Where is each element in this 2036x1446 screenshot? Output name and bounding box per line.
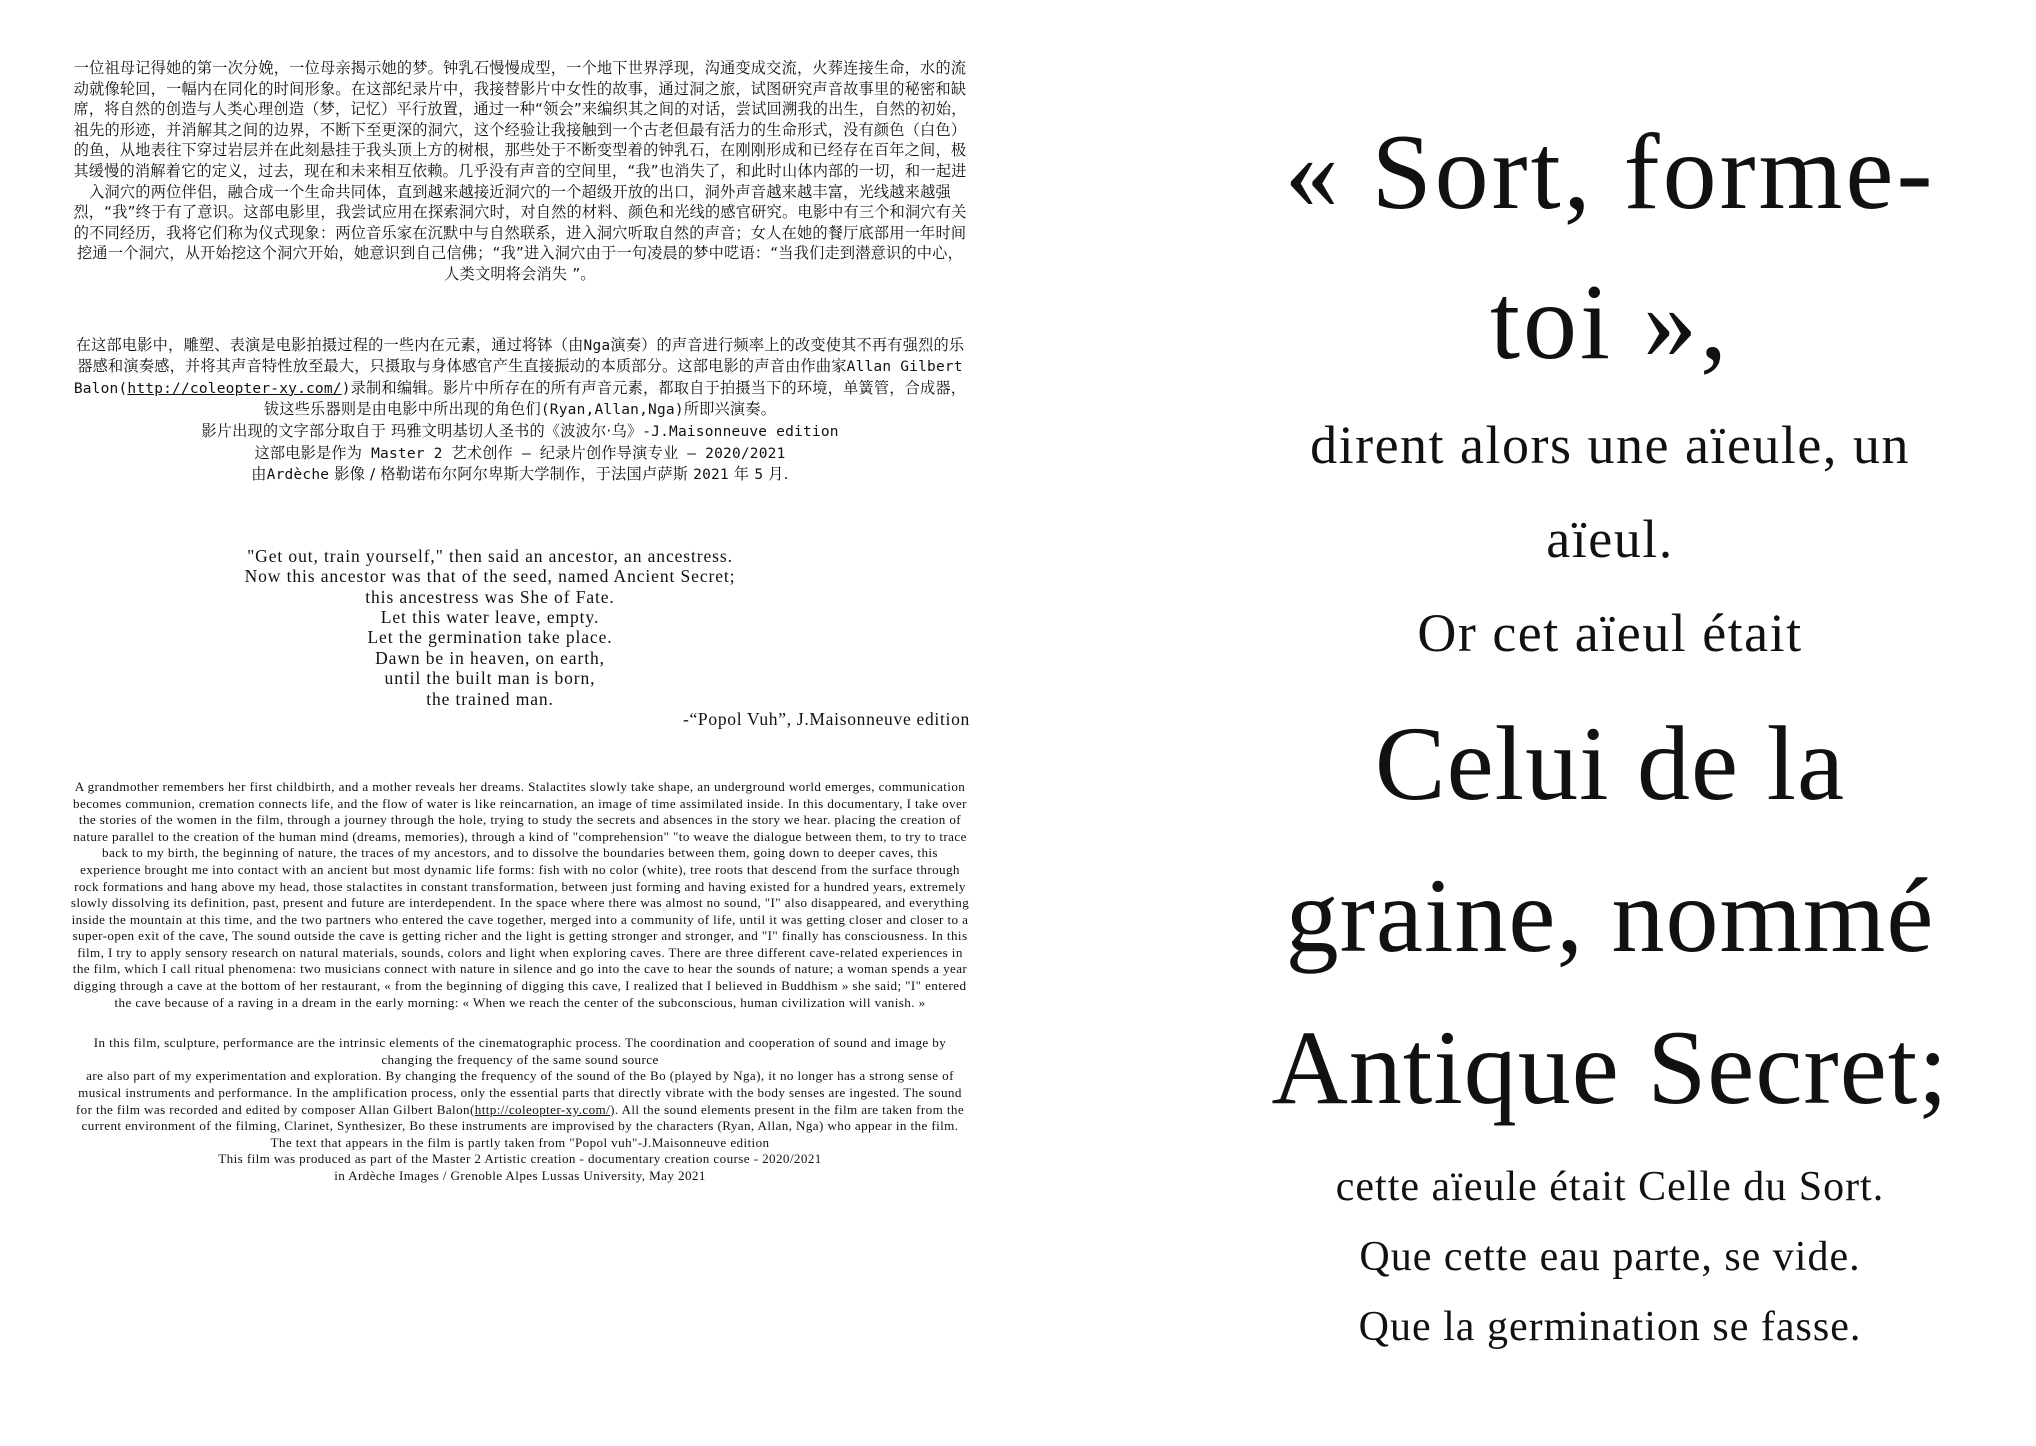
english-credits-p2: are also part of my experimentation and exploration. By changing the frequency of the sound of the Bo (played by Nga), it no longer has a strong sense of musical instruments and performance. In the amplification process, only the essential parts that directly vibrate with the body senses are ingested. The sound for the film was recorded and edited by composer Allan Gilbert Balon(http://coleopter-xy.com/). All the sound elements present in the film are taken from the current environment of the filming, Clarinet, Synthesizer, Bo these instruments are improvised by the characters (Ryan, Allan, Nga) who appear in the film. [75,1068,965,1134]
poem-line: Now this ancestor was that of the seed, named Ancient Secret; [244,566,736,587]
quote-line-6: Celui de la [1374,705,1846,822]
quote-line-1: « Sort, forme- [1284,113,1936,232]
english-credits-place: in Ardèche Images / Grenoble Alpes Lussas University, May 2021 [334,1168,706,1183]
quote-line-11: Que la germination se fasse. [1358,1304,1862,1350]
quote-line-9: cette aïeule était Celle du Sort. [1335,1164,1885,1210]
coleopter-link[interactable]: http://coleopter-xy.com/ [127,380,342,397]
quote-line-10: Que cette eau parte, se vide. [1359,1234,1861,1280]
coleopter-link-en[interactable]: http://coleopter-xy.com/ [474,1101,611,1117]
poem-line: Let this water leave, empty. [380,606,600,627]
chinese-credits-source-line: 影片出现的文字部分取自于 玛雅文明基切人圣书的《波波尔·乌》-J.Maisonneuve edition [201,421,839,440]
chinese-credits [70,335,970,486]
poem-line: the trained man. [426,688,554,709]
english-credits-text-source: The text that appears in the film is partly taken from "Popol vuh"-J.Maisonneuve edition [270,1134,770,1150]
quote-line-2: toi », [1489,263,1730,382]
quote-line-7: graine, nommé [1285,857,1935,974]
quote-line-4: aïeul. [1546,509,1674,569]
quote-line-8: Antique Secret; [1271,1009,1949,1126]
chinese-credits-paragraph: 在这部电影中，雕塑、表演是电影拍摄过程的一些内在元素，通过将钵（由Nga演奏）的声音进行频率上的改变使其不再有强烈的乐器感和演奏感，并将其声音特性放至最大，只摄取与身体感官产生直接振动的本质部分。这部电影的声音由作曲家Allan Gilbert Balon(http://coleopter-xy.com/)录制和编辑。影片中所存在的所有声音元素，都取自于拍摄当下的环境，单簧管，合成器，钹这些乐器则是由电影中所出现的角色们(Ryan,Allan,Nga)所即兴演奏。 [73,335,967,419]
english-credits-p1: In this film, sculpture, performance are the intrinsic elements of the cinematographic process. The coordination and cooperation of sound and image by changing the frequency of the same sound source [93,1035,947,1067]
poem-attribution: -“Popol Vuh”, J.Maisonneuve edition [682,708,970,729]
poem-line: Dawn be in heaven, on earth, [375,647,605,668]
poem-line: Let the germination take place. [367,627,613,648]
english-poem [70,546,970,709]
poem-line: this ancestress was She of Fate. [365,586,615,607]
quote-line-3: dirent alors une aïeule, un [1310,415,1910,475]
english-intro-paragraph: A grandmother remembers her first childbirth, and a mother reveals her dreams. Stalactites slowly take shape, an underground world emerges, communication becomes communion, cremation connects life, and the flow of water is like reincarnation, an image of time assimilated inside. In this documentary, I take over the stories of the women in the film, through a journey through the hole, trying to study the secrets and absences in the story we hear. placing the creation of nature parallel to the creation of the human mind (dreams, memories), through a kind of "comprehension" "to weave the dialogue between them, to try to trace back to my birth, the beginning of nature, the traces of my ancestors, and to dissolve the boundaries between them, going down to deeper caves, this experience brought me into contact with an ancient but most dynamic life forms: fish with no color (white), tree roots that descend from the surface through rock formations and hang above my head, those stalactites in constant transformation, between just forming and having existed for a hundred years, extremely slowly dissolving its definition, past, present and future are interdependent. In the space where there was almost no sound, "I" also disappeared, and everything inside the mountain at this time, and the two partners who entered the cave together, merged into a community of life, until it was getting closer and closer to a super-open exit of the cave, The sound outside the cave is getting richer and the light is getting stronger and stronger, and "I" finally has consciousness. In this film, I try to apply sensory research on natural materials, sounds, colors and light when exploring caves. There are three different cave-related experiences in the film, which I call ritual phenomena: two musicians connect with nature in silence and go into the cave to hear the sounds of nature; a woman spends a year digging through a cave at the bottom of her restaurant, « from the beginning of digging this cave, I realized that I believed in Buddhism » she said; "I" entered the cave because of a raving in a dream in the early morning: « When we reach the center of the subconscious, human civilization will vanish. » [70,778,970,1010]
chinese-credits-place-line: 由Ardèche 影像 / 格勒诺布尔阿尔卑斯大学制作，于法国卢萨斯 2021 年 5 月. [251,465,789,484]
right-column-french-quote [1195,98,2025,1362]
left-column [70,58,970,1185]
poem-line: "Get out, train yourself," then said an ancestor, an ancestress. [247,545,733,566]
chinese-credits-course-line: 这部电影是作为 Master 2 艺术创作 – 纪录片创作导演专业 – 2020/2021 [254,443,786,462]
poem-line: until the built man is born, [384,668,596,689]
english-credits-produced: This film was produced as part of the Master 2 Artistic creation - documentary creation course - 2020/2021 [218,1151,822,1167]
english-credits [70,1035,970,1184]
chinese-intro-paragraph: 一位祖母记得她的第一次分娩，一位母亲揭示她的梦。钟乳石慢慢成型，一个地下世界浮现，沟通变成交流，火葬连接生命，水的流动就像轮回，一幅内在同化的时间形象。在这部纪录片中，我接替影片中女性的故事，通过洞之旅，试图研究声音故事里的秘密和缺席，将自然的创造与人类心理创造（梦，记忆）平行放置，通过一种“领会”来编织其之间的对话，尝试回溯我的出生，自然的初始，祖先的形迹，并消解其之间的边界，不断下至更深的洞穴，这个经验让我接触到一个古老但最有活力的生命形式，没有颜色（白色）的鱼，从地表往下穿过岩层并在此刻悬挂于我头顶上方的树根，那些处于不断变型着的钟乳石，在刚刚形成和已经存在百年之间，极其缓慢的消解着它的定义，过去，现在和未来相互依赖。几乎没有声音的空间里，“我”也消失了，和此时山体内部的一切，和一起进入洞穴的两位伴侣，融合成一个生命共同体，直到越来越接近洞穴的一个超级开放的出口，洞外声音越来越丰富，光线越来越强烈，“我”终于有了意识。这部电影里，我尝试应用在探索洞穴时，对自然的材料、颜色和光线的感官研究。电影中有三个和洞穴有关的不同经历，我将它们称为仪式现象：两位音乐家在沉默中与自然联系，进入洞穴听取自然的声音；女人在她的餐厅底部用一年时间挖通一个洞穴，从开始挖这个洞穴开始，她意识到自己信佛；“我”进入洞穴由于一句凌晨的梦中呓语：“当我们走到潜意识的中心，人类文明将会消失 ”。 [73,59,967,283]
quote-line-5: Or cet aïeul était [1417,603,1803,663]
